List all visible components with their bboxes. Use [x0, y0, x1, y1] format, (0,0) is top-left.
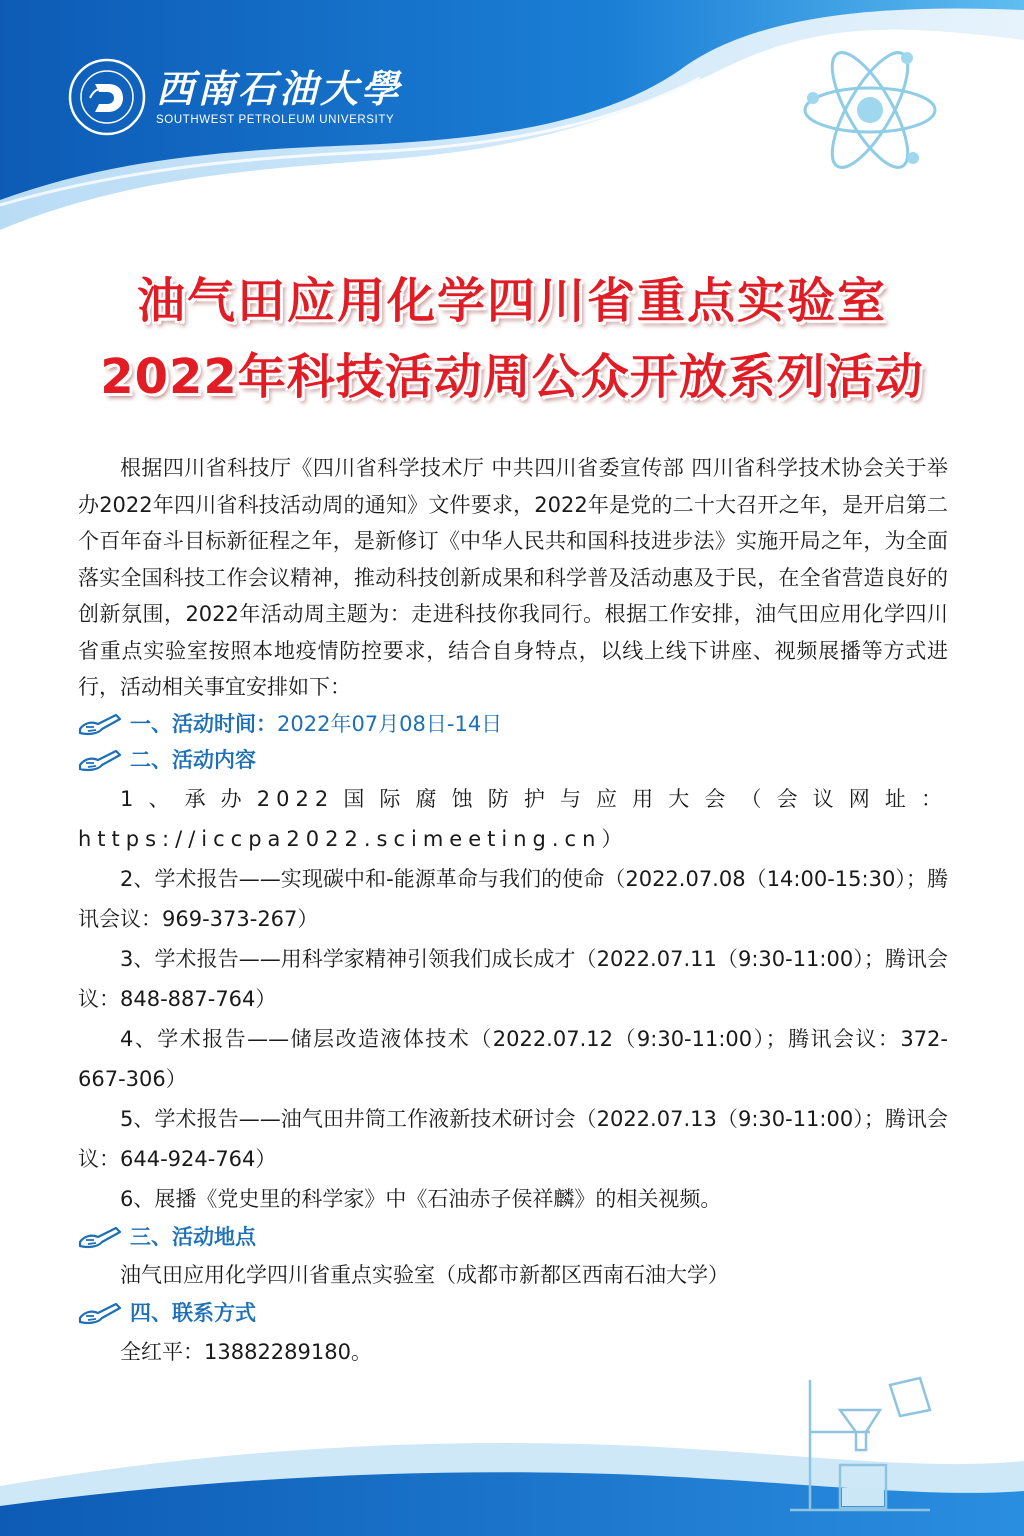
section-time — [78, 706, 948, 743]
section-time-heading: 一、活动时间： — [130, 711, 277, 736]
section-location-heading: 三、活动地点 — [130, 1224, 256, 1249]
section-content — [78, 742, 948, 779]
list-item: 6、展播《党史里的科学家》中《石油赤子侯祥麟》的相关视频。 — [120, 1186, 722, 1211]
pen-hand-icon — [78, 711, 122, 737]
intro-paragraph: 根据四川省科技厅《四川省科学技术厅 中共四川省委宣传部 四川省科学技术协会关于举办2022年四川省科技活动周的通知》文件要求，2022年是党的二十大召开之年，是开启第二个百年奋斗目标新征程之年，是新修订《中华人民共和国科技进步法》实施开局之年，为全面落实全国科技工作会议精神，推动科技创新成果和科学普及活动惠及于民，在全省营造良好的创新氛围，2022年活动周主题为：走进科技你我同行。根据工作安排，油气田应用化学四川省重点实验室按照本地疫情防控要求，结合自身特点，以线上线下讲座、视频展播等方式进行，活动相关事宜安排如下： — [78, 456, 948, 699]
list-item: 3、学术报告——用科学家精神引领我们成长成才（2022.07.11（9:30-11:00）；腾讯会议：848-887-764） — [78, 946, 948, 1011]
list-item: 2、学术报告——实现碳中和-能源革命与我们的使命（2022.07.08（14:00-15:30）；腾讯会议：969-373-267） — [78, 866, 948, 931]
university-name-en: SOUTHWEST PETROLEUM UNIVERSITY — [156, 114, 395, 126]
list-item: 1、承办2022国际腐蚀防护与应用大会（会议网址：https://iccpa2022.scimeeting.cn） — [78, 786, 948, 851]
university-name-cn: 西南石油大學 — [156, 66, 403, 111]
atom-icon — [795, 40, 945, 180]
pen-hand-icon — [78, 1224, 122, 1250]
section-location — [78, 1219, 948, 1256]
section-contact-heading: 四、联系方式 — [130, 1301, 256, 1325]
university-logo — [68, 58, 402, 136]
list-item: 5、学术报告——油气田井筒工作液新技术研讨会（2022.07.13（9:30-11:00）；腾讯会议：644-924-764） — [78, 1106, 948, 1171]
university-emblem-icon — [68, 58, 146, 136]
location-value: 油气田应用化学四川省重点实验室（成都市新都区西南石油大学） — [120, 1263, 729, 1287]
section-content-heading: 二、活动内容 — [130, 748, 256, 772]
list-item: 4、学术报告——储层改造液体技术（2022.07.12（9:30-11:00）；腾讯会议：372-667-306） — [78, 1026, 948, 1091]
page-title-line1: 油气田应用化学四川省重点实验室 — [136, 273, 887, 329]
section-time-value: 2022年07月08日-14日 — [277, 711, 503, 736]
pen-hand-icon — [78, 747, 122, 773]
notice-content — [78, 450, 948, 1372]
page-title-line2: 2022年科技活动周公众开放系列活动 — [100, 349, 924, 405]
pen-hand-icon — [78, 1300, 122, 1326]
contact-value: 全红平：13882289180。 — [120, 1339, 372, 1364]
section-contact — [78, 1295, 948, 1332]
lab-flask-icon — [770, 1370, 970, 1520]
